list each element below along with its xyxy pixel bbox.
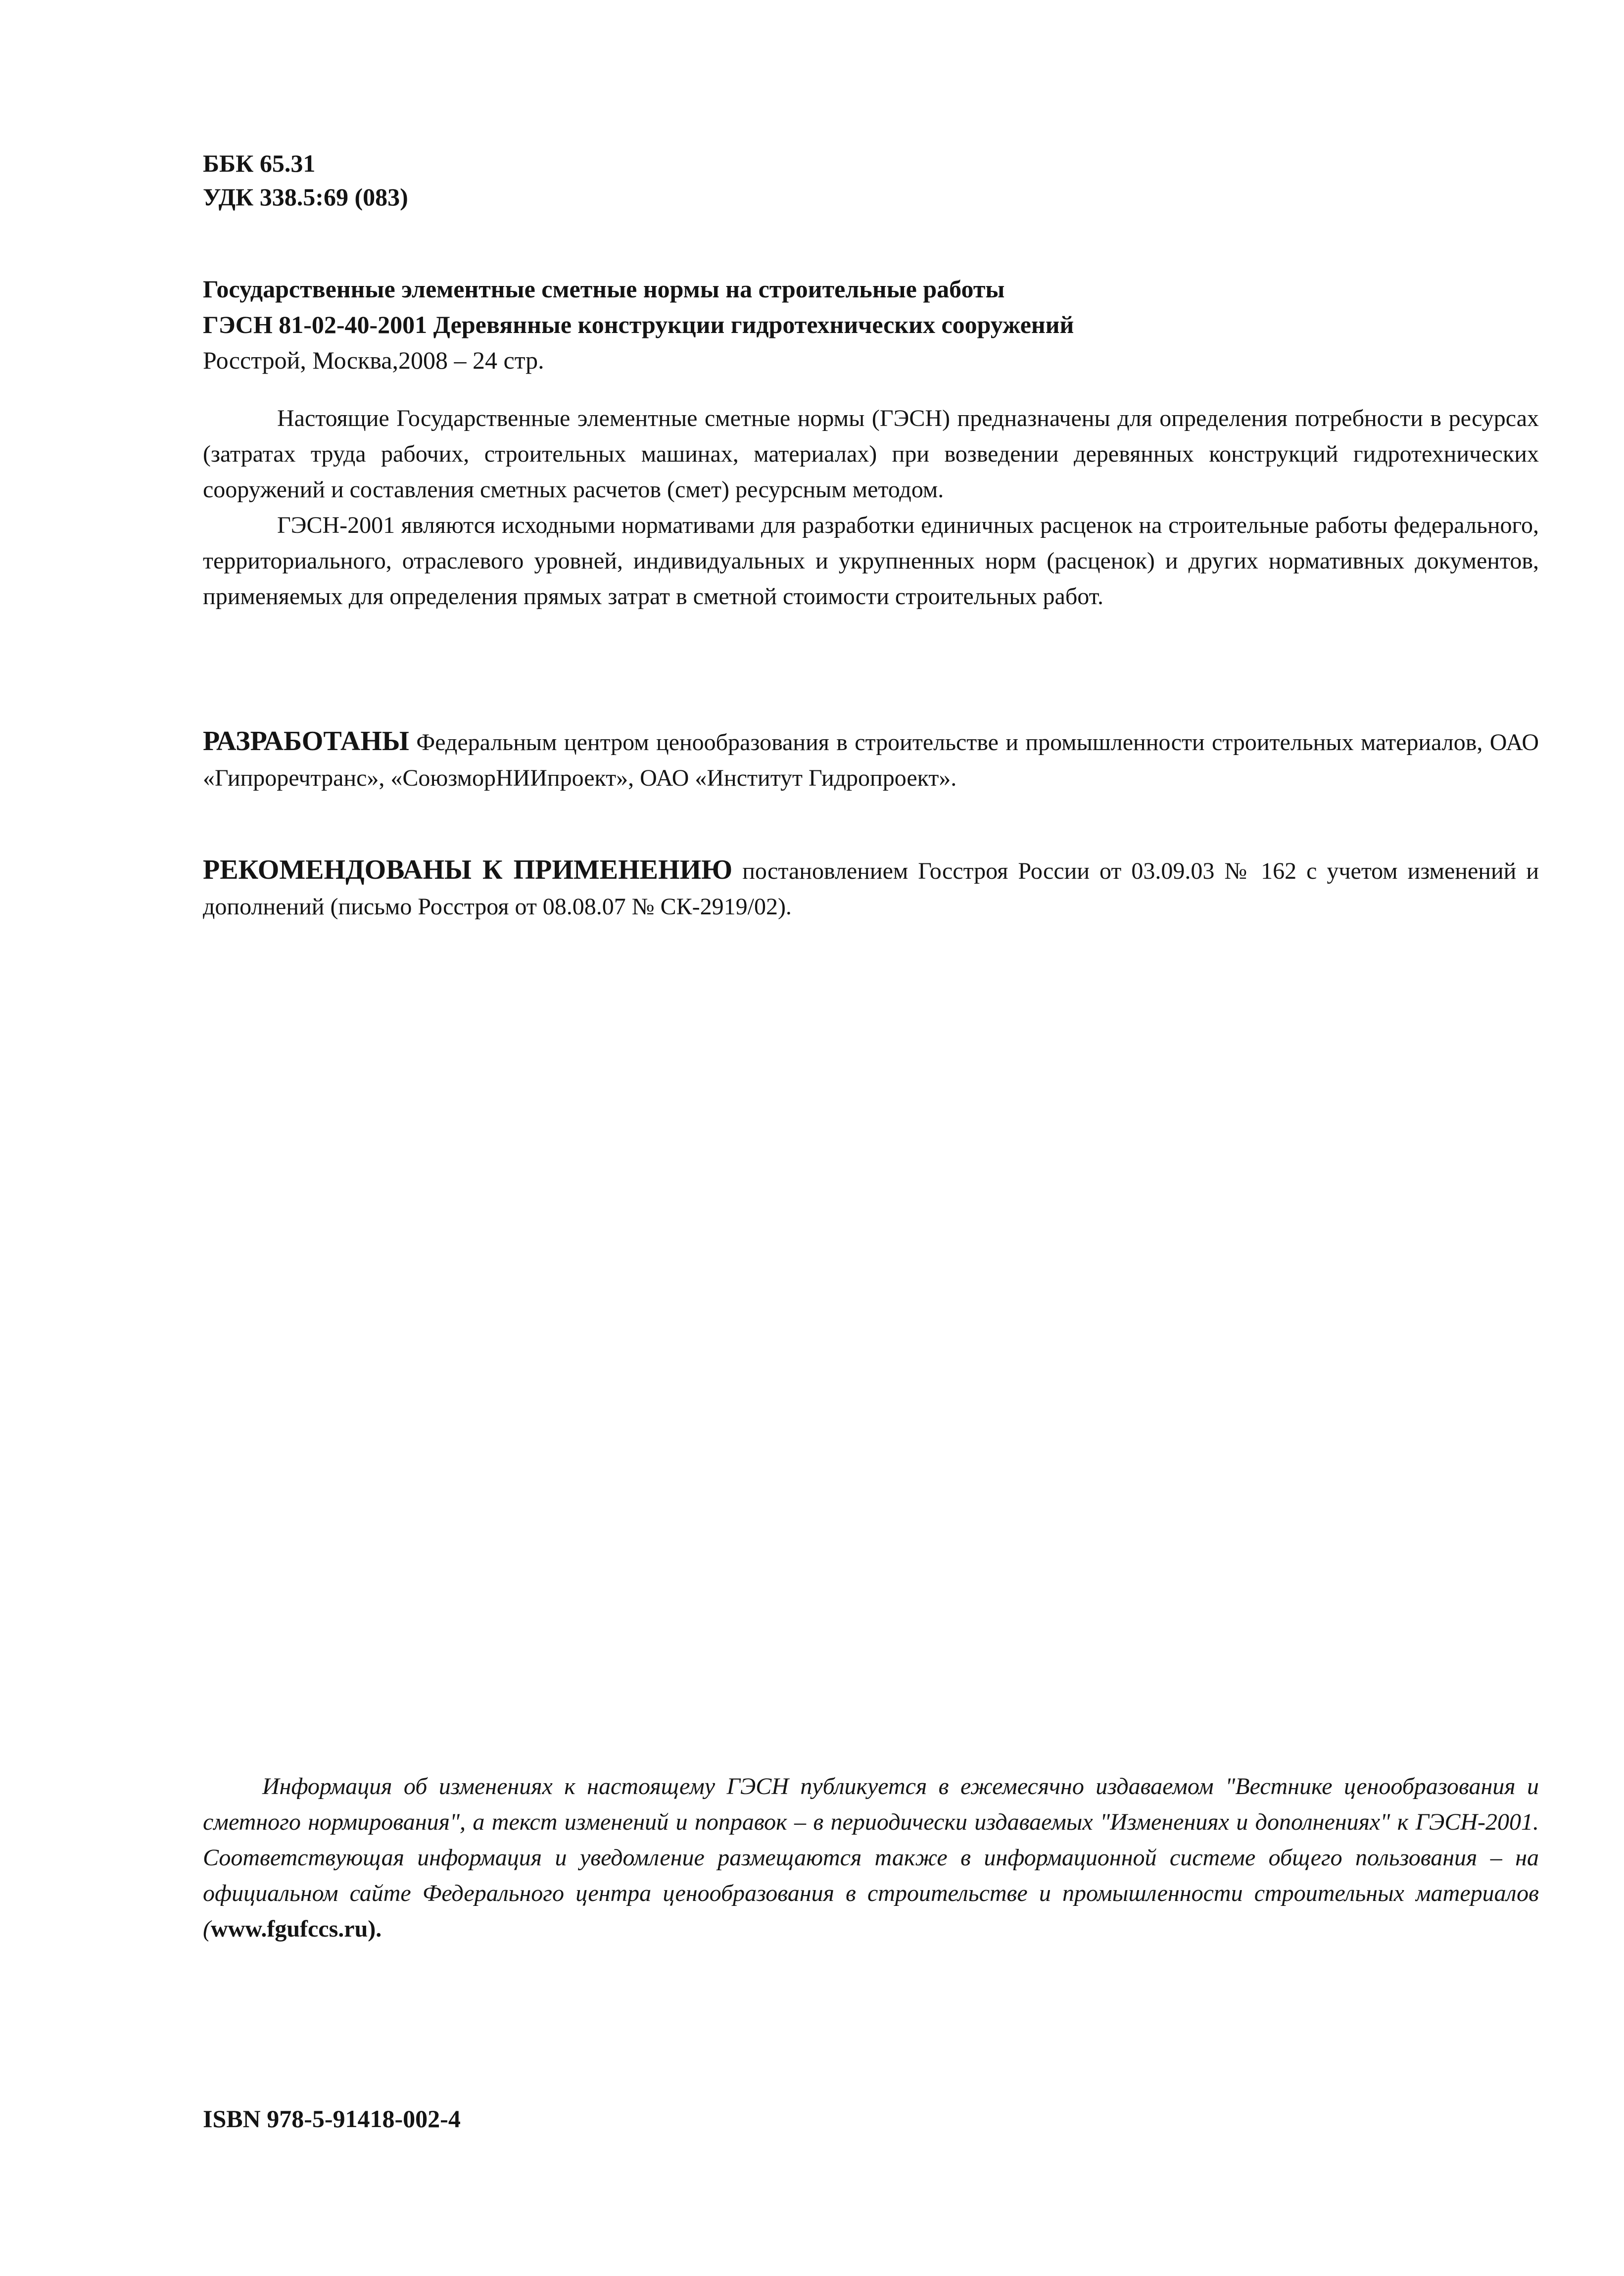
website-link[interactable]: www.fgufccs.ru: [210, 1916, 368, 1942]
classification-codes: [203, 146, 1539, 214]
recommended-section: [203, 852, 1539, 925]
intro-paragraph-1: Настоящие Государственные элементные сметные нормы (ГЭСН) предназначены для определения потребности в ресурсах (затратах труда рабочих, строительных машинах, материалах) при возведении деревянных конструкций гидротехнических сооружений и составления сметных расчетов (смет) ресурсным методом.: [203, 405, 1539, 503]
document-title-block: [203, 271, 1539, 378]
title-line-1: Государственные элементные сметные нормы на строительные работы: [203, 275, 1005, 303]
recommended-label: РЕКОМЕНДОВАНЫ К ПРИМЕНЕНИЮ: [203, 854, 733, 885]
changes-info-note: [203, 1769, 1539, 1947]
introduction: [203, 401, 1539, 615]
publisher-line: Росстрой, Москва,2008 – 24 стр.: [203, 346, 544, 374]
isbn: ISBN 978-5-91418-002-4: [203, 2105, 461, 2133]
intro-paragraph-2: ГЭСН-2001 являются исходными нормативами для разработки единичных расценок на строительные работы федерального, территориального, отраслевого уровней, индивидуальных и укрупненных норм (расценок) и других нормативных документов, применяемых для определения прямых затрат в сметной стоимости строительных работ.: [203, 512, 1539, 610]
bbk-code: ББК 65.31: [203, 149, 316, 177]
developed-text: Федеральным центром ценообразования в строительстве и промышленности строительных материалов, ОАО «Гипроречтранс», «СоюзморНИИпроект», ОАО «Институт Гидропроект».: [203, 729, 1539, 791]
udk-code: УДК 338.5:69 (083): [203, 183, 408, 211]
recommended-text: постановлением Госстроя России от 03.09.03 № 162 с учетом изменений и дополнений (письмо Росстроя от 08.08.07 № СК-2919/02).: [203, 858, 1539, 920]
developed-by-section: [203, 723, 1539, 796]
info-closing: ).: [368, 1916, 382, 1942]
title-line-2: ГЭСН 81-02-40-2001 Деревянные конструкции гидротехнических сооружений: [203, 311, 1074, 338]
info-text: Информация об изменениях к настоящему ГЭСН публикуется в ежемесячно издаваемом "Вестнике ценообразования и сметного нормирования", а текст изменений и поправок – в периодически издаваемых "Изменениях и дополнениях" к ГЭСН-2001. Соответствующая информация и уведомление размещаются также в информационной системе общего пользования – на официальном сайте Федерального центра ценообразования в строительстве и промышленности строительных материалов (: [203, 1773, 1539, 1942]
developed-label: РАЗРАБОТАНЫ: [203, 726, 409, 757]
